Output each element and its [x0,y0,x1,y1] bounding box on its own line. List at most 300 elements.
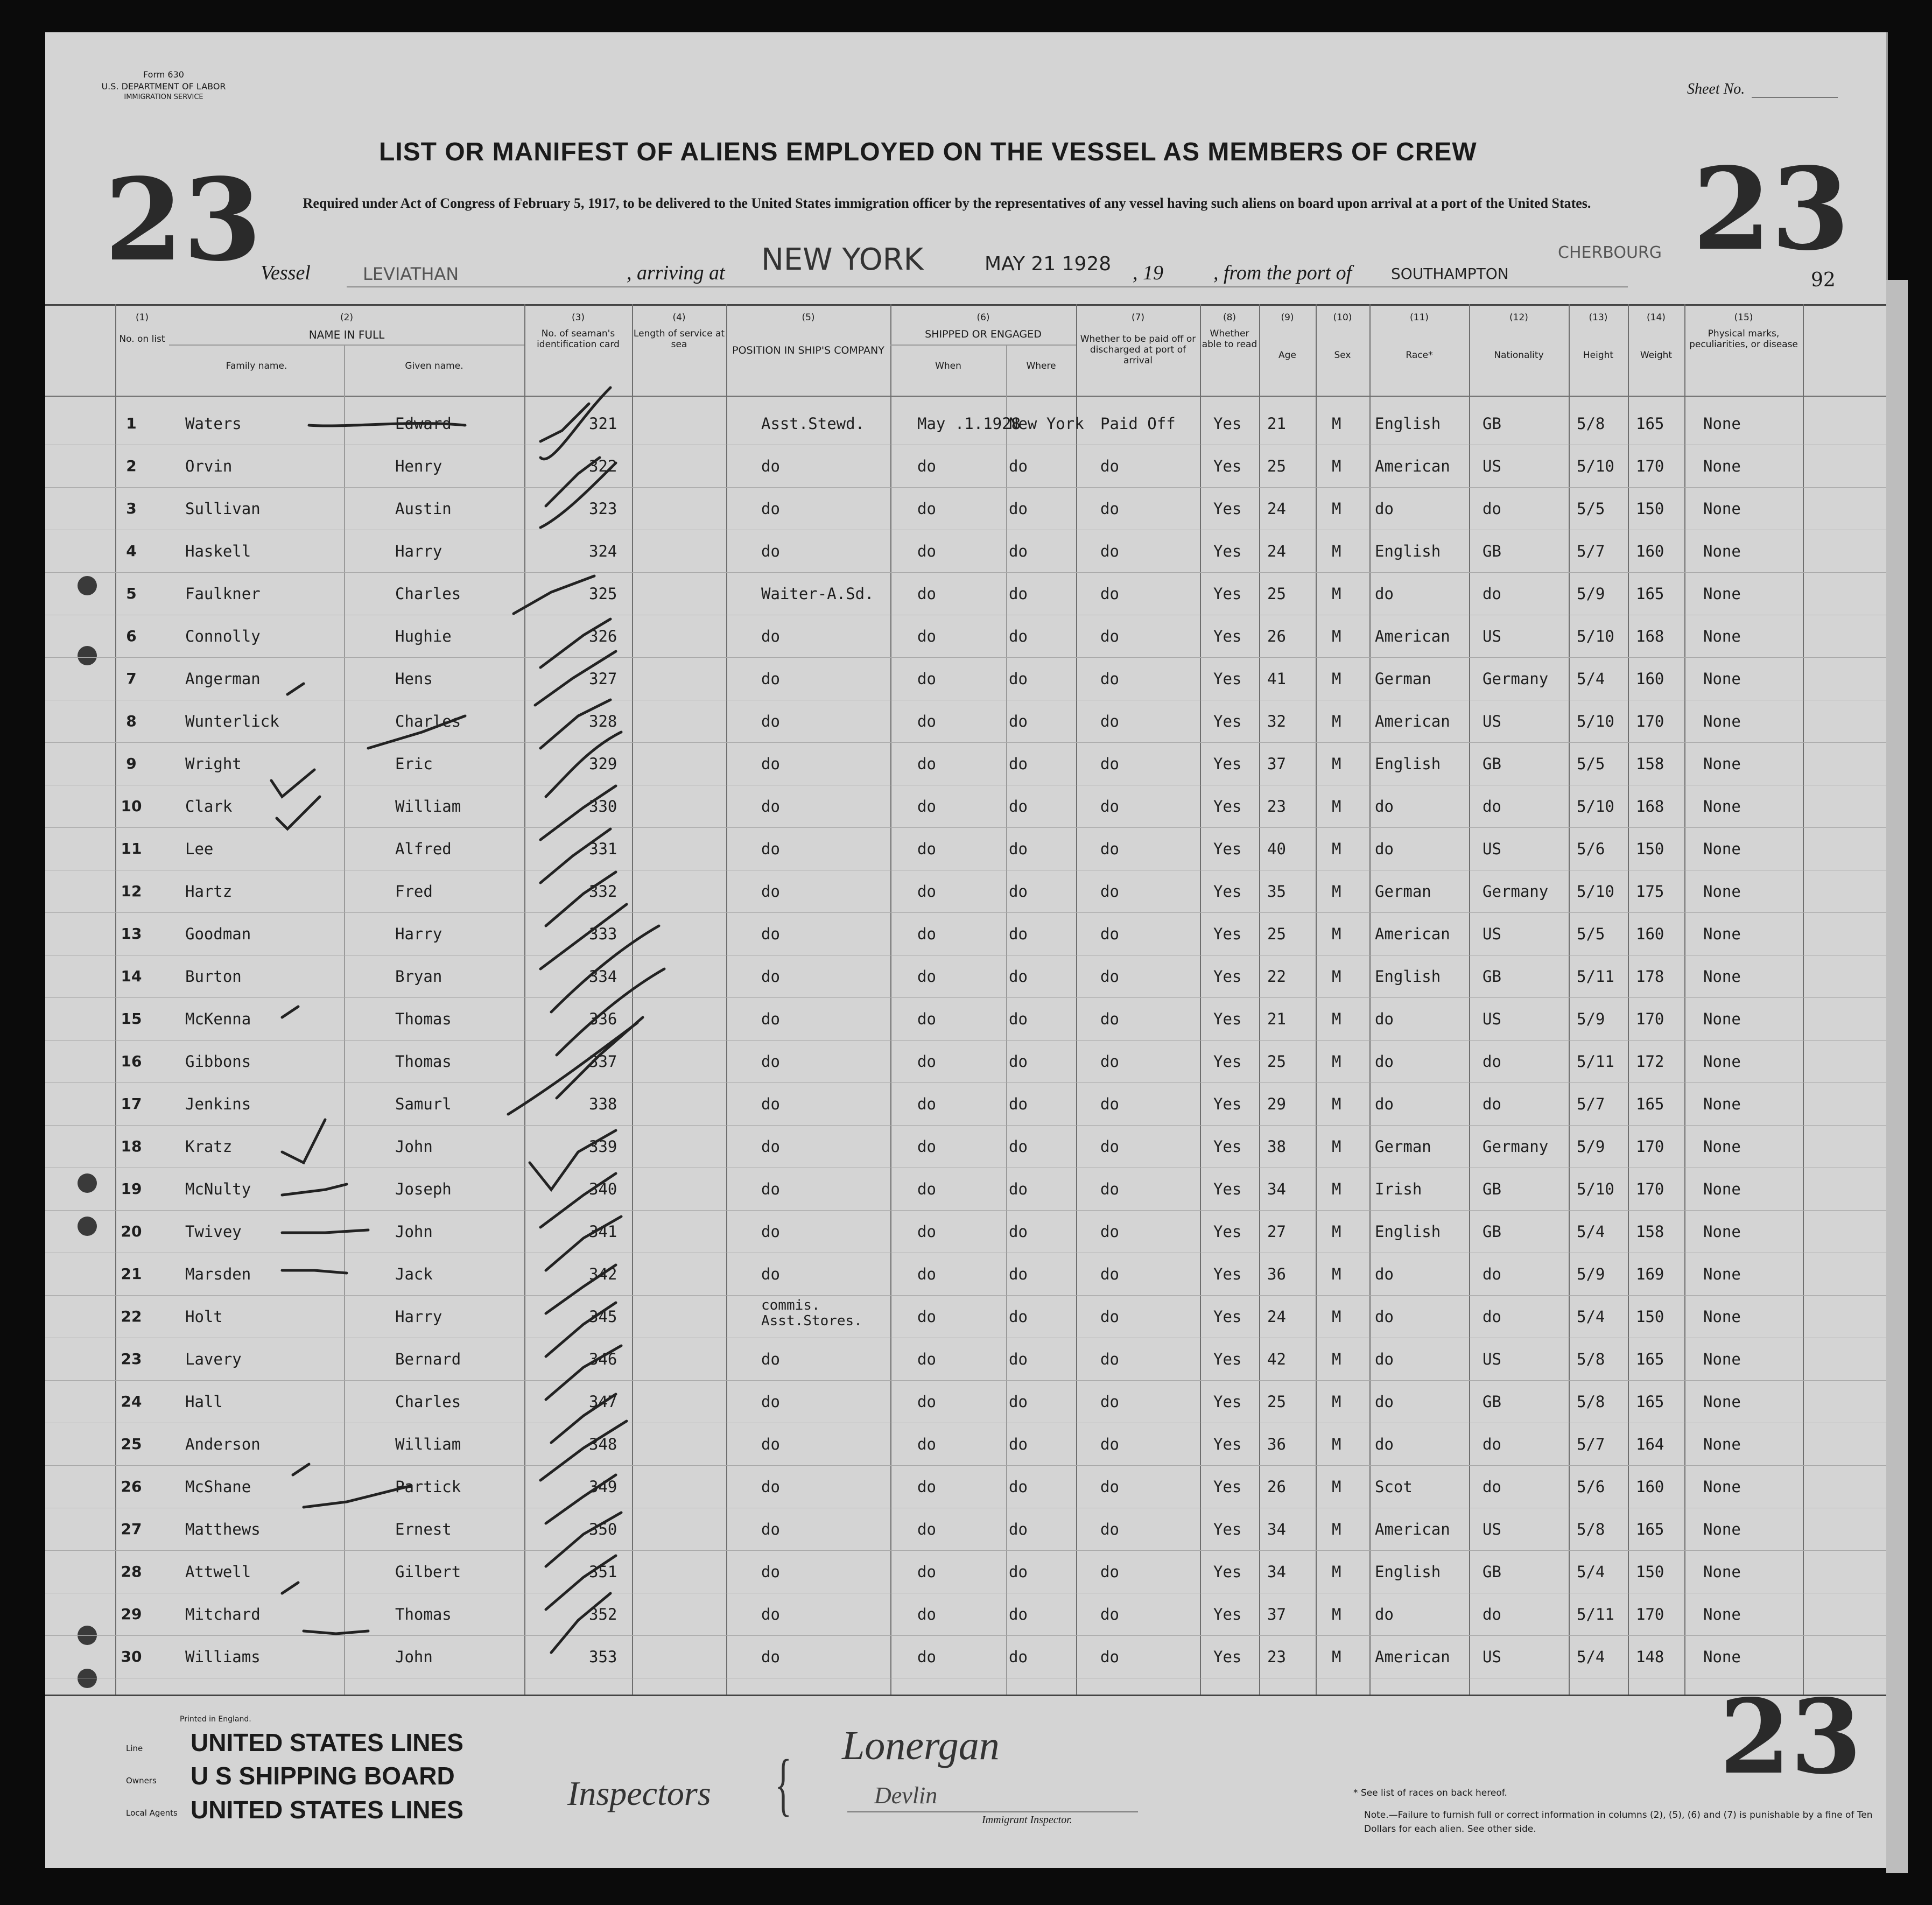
col-header-no: No. on list [119,334,165,345]
cell-position: do [761,755,780,773]
cell-read: Yes [1213,840,1242,858]
cell-no: 9 [126,755,137,772]
cell-when: do [917,542,936,560]
cell-height: 5/4 [1577,1222,1605,1241]
cell-sex: M [1332,925,1341,943]
cell-where: do [1009,967,1028,986]
cell-sex: M [1332,712,1341,730]
cell-age: 36 [1267,1265,1286,1283]
col-header-marks: Physical marks, peculiarities, or disease [1689,328,1798,350]
cell-age: 25 [1267,925,1286,943]
cell-height: 5/8 [1577,1520,1605,1538]
cell-sex: M [1332,840,1341,858]
cell-position: Waiter-A.Sd. [761,585,874,603]
cell-no: 13 [121,925,142,943]
cell-height: 5/10 [1577,882,1614,901]
cell-card: 351 [589,1563,617,1581]
cell-when: do [917,1222,936,1241]
cell-sex: M [1332,1137,1341,1156]
cell-paid: do [1100,1393,1119,1411]
cell-weight: 160 [1636,670,1664,688]
cell-given: Charles [395,585,461,603]
cell-nat: do [1483,1478,1501,1496]
cell-family: Orvin [185,457,233,475]
cell-no: 20 [121,1222,142,1240]
cell-no: 8 [126,712,137,730]
cell-weight: 158 [1636,1222,1664,1241]
local-agents-label: Local Agents [126,1808,178,1818]
cell-nat: US [1483,712,1501,730]
cell-nat: do [1483,1265,1501,1283]
cell-height: 5/9 [1577,585,1605,603]
col-header-marks-num: (15) [1734,312,1753,323]
cell-race: do [1375,500,1394,518]
cell-marks: None [1703,585,1741,603]
cell-nat: US [1483,925,1501,943]
cell-nat: US [1483,1520,1501,1538]
cell-given: Hughie [395,627,452,645]
cell-paid: do [1100,1010,1119,1028]
cell-height: 5/5 [1577,500,1605,518]
cell-position: do [761,1350,780,1368]
service-label: IMMIGRATION SERVICE [124,93,203,101]
cell-nat: GB [1483,967,1501,986]
cell-weight: 158 [1636,755,1664,773]
cell-race: do [1375,1605,1394,1623]
cell-card: 339 [589,1137,617,1156]
cell-height: 5/5 [1577,755,1605,773]
cell-when: do [917,1137,936,1156]
cell-family: Sullivan [185,500,261,518]
cell-no: 14 [121,967,142,985]
cell-paid: do [1100,1308,1119,1326]
inspector-signature-1: Lonergan [842,1723,1000,1768]
cell-no: 12 [121,882,142,900]
cell-age: 24 [1267,542,1286,560]
cell-paid: do [1100,840,1119,858]
cell-position: do [761,1180,780,1198]
cell-nat: GB [1483,542,1501,560]
races-note: * See list of races on back hereof. [1353,1788,1507,1798]
cell-weight: 150 [1636,840,1664,858]
cell-card: 329 [589,755,617,773]
cell-height: 5/4 [1577,1308,1605,1326]
cell-weight: 170 [1636,1180,1664,1198]
col-header-age: Age [1278,350,1296,361]
cell-age: 23 [1267,797,1286,816]
cell-sex: M [1332,1095,1341,1113]
cell-marks: None [1703,1095,1741,1113]
cell-read: Yes [1213,1222,1242,1241]
cell-race: do [1375,1052,1394,1071]
col-header-name-num: (2) [340,312,354,323]
cell-height: 5/9 [1577,1137,1605,1156]
cell-given: John [395,1137,433,1156]
col-header-service-num: (4) [672,312,686,323]
cell-marks: None [1703,500,1741,518]
cell-no: 28 [121,1563,142,1580]
cell-marks: None [1703,1010,1741,1028]
cell-nat: US [1483,457,1501,475]
cell-age: 34 [1267,1563,1286,1581]
cell-paid: do [1100,627,1119,645]
cell-nat: Germany [1483,1137,1549,1156]
cell-nat: do [1483,1095,1501,1113]
cell-when: do [917,1393,936,1411]
cell-family: Anderson [185,1435,261,1453]
stamp-number-left: 23 [104,153,262,286]
cell-card: 337 [589,1052,617,1071]
cell-family: Connolly [185,627,261,645]
cell-family: McKenna [185,1010,251,1028]
cell-marks: None [1703,457,1741,475]
cell-when: do [917,712,936,730]
cell-race: German [1375,882,1431,901]
cell-weight: 170 [1636,1137,1664,1156]
cell-when: do [917,585,936,603]
cell-no: 6 [126,627,137,645]
cell-family: Williams [185,1648,261,1666]
col-header-when: When [935,361,961,371]
cell-card: 336 [589,1010,617,1028]
cell-height: 5/7 [1577,542,1605,560]
cell-paid: do [1100,1052,1119,1071]
cell-given: Thomas [395,1052,452,1071]
col-header-sex-num: (10) [1333,312,1352,323]
cell-no: 10 [121,797,142,815]
cell-sex: M [1332,457,1341,475]
cell-read: Yes [1213,967,1242,986]
cell-paid: do [1100,797,1119,816]
cell-family: Waters [185,414,242,433]
cell-age: 37 [1267,755,1286,773]
cell-height: 5/4 [1577,1563,1605,1581]
cell-family: Jenkins [185,1095,251,1113]
manifest-subtitle: Required under Act of Congress of February 5, 1917, to be delivered to the United States immigration officer by the representatives of any vessel having such aliens on board upon arrival at a port of the United States. [303,195,1591,211]
col-header-sex: Sex [1334,350,1351,361]
cell-card: 342 [589,1265,617,1283]
cell-no: 5 [126,585,137,602]
cell-nat: GB [1483,1393,1501,1411]
cell-read: Yes [1213,1393,1242,1411]
cell-card: 322 [589,457,617,475]
fine-note: Note.—Failure to furnish full or correct information in columns (2), (5), (6) and (7) is punishable by a fine of Ten Dollars for each alien. See other side. [1364,1810,1873,1834]
cell-card: 348 [589,1435,617,1453]
cell-height: 5/11 [1577,1052,1614,1071]
immigrant-inspector-label: Immigrant Inspector. [982,1814,1072,1826]
cell-family: Burton [185,967,242,986]
cell-where: do [1009,1393,1028,1411]
manifest-title: LIST OR MANIFEST OF ALIENS EMPLOYED ON THE VESSEL AS MEMBERS OF CREW [379,138,1477,166]
cell-given: Thomas [395,1605,452,1623]
local-agents-name: UNITED STATES LINES [191,1796,463,1824]
col-header-card: No. of seaman's identification card [537,328,620,350]
cell-family: Goodman [185,925,251,943]
cell-weight: 170 [1636,457,1664,475]
owners-name: U S SHIPPING BOARD [191,1762,455,1790]
cell-paid: do [1100,1435,1119,1453]
cell-height: 5/10 [1577,1180,1614,1198]
cell-card: 325 [589,585,617,603]
cell-paid: do [1100,1265,1119,1283]
cell-when: do [917,1265,936,1283]
cell-given: William [395,797,461,816]
cell-weight: 150 [1636,500,1664,518]
cell-sex: M [1332,627,1341,645]
vessel-label: Vessel [261,262,311,284]
cell-no: 21 [121,1265,142,1283]
cell-paid: do [1100,500,1119,518]
inspectors-brace: { [775,1746,792,1823]
cell-where: do [1009,925,1028,943]
cell-race: do [1375,840,1394,858]
sheet-number-label: Sheet No. [1687,81,1745,97]
cell-read: Yes [1213,414,1242,433]
cell-marks: None [1703,1265,1741,1283]
cell-nat: do [1483,797,1501,816]
cell-when: do [917,1435,936,1453]
cell-given: Fred [395,882,433,901]
cell-sex: M [1332,1052,1341,1071]
cell-nat: do [1483,500,1501,518]
signature-line [847,1811,1138,1812]
line-name: UNITED STATES LINES [191,1728,463,1756]
col-header-name: NAME IN FULL [308,328,385,341]
cell-when: do [917,840,936,858]
cell-read: Yes [1213,1563,1242,1581]
cell-no: 17 [121,1095,142,1113]
cell-card: 347 [589,1393,617,1411]
cell-family: Hartz [185,882,233,901]
cell-race: Scot [1375,1478,1413,1496]
cell-card: 323 [589,500,617,518]
cell-paid: do [1100,1520,1119,1538]
cell-given: John [395,1222,433,1241]
col-header-read-num: (8) [1223,312,1237,323]
col-header-height: Height [1583,350,1614,361]
cell-height: 5/4 [1577,1648,1605,1666]
cell-when: do [917,1180,936,1198]
cell-sex: M [1332,1308,1341,1326]
cell-card: 332 [589,882,617,901]
cell-race: German [1375,670,1431,688]
cell-family: Attwell [185,1563,251,1581]
cell-when: do [917,1520,936,1538]
cell-marks: None [1703,1393,1741,1411]
cell-family: Lavery [185,1350,242,1368]
cell-no: 15 [121,1010,142,1028]
cell-family: Wunterlick [185,712,279,730]
cell-no: 3 [126,500,137,517]
cell-race: German [1375,1137,1431,1156]
cell-age: 25 [1267,1052,1286,1071]
cell-weight: 172 [1636,1052,1664,1071]
cell-card: 331 [589,840,617,858]
cell-where: do [1009,1520,1028,1538]
cell-no: 2 [126,457,137,475]
cell-paid: do [1100,585,1119,603]
cell-weight: 150 [1636,1563,1664,1581]
col-header-where: Where [1026,361,1056,371]
cell-nat: do [1483,585,1501,603]
cell-height: 5/5 [1577,925,1605,943]
cell-position: do [761,1265,780,1283]
cell-weight: 160 [1636,542,1664,560]
cell-card: 324 [589,542,617,560]
cell-race: do [1375,1308,1394,1326]
cell-when: do [917,1648,936,1666]
cell-card: 353 [589,1648,617,1666]
cell-where: do [1009,585,1028,603]
cell-paid: do [1100,1180,1119,1198]
cell-read: Yes [1213,755,1242,773]
cell-where: do [1009,882,1028,901]
cell-when: do [917,1563,936,1581]
cell-age: 21 [1267,414,1286,433]
cell-family: Gibbons [185,1052,251,1071]
cell-weight: 178 [1636,967,1664,986]
cell-family: Mitchard [185,1605,261,1623]
cell-when: do [917,1605,936,1623]
cell-family: Clark [185,797,233,816]
col-header-position-num: (5) [802,312,815,323]
cell-given: Hens [395,670,433,688]
cell-nat: do [1483,1052,1501,1071]
cell-where: do [1009,1435,1028,1453]
cell-age: 25 [1267,1393,1286,1411]
cell-age: 40 [1267,840,1286,858]
cell-age: 36 [1267,1435,1286,1453]
cell-sex: M [1332,1393,1341,1411]
cell-height: 5/10 [1577,627,1614,645]
cell-read: Yes [1213,457,1242,475]
cell-age: 24 [1267,1308,1286,1326]
cell-family: Haskell [185,542,251,560]
cell-no: 22 [121,1308,142,1325]
cell-nat: GB [1483,1563,1501,1581]
col-header-family: Family name. [226,361,287,371]
cell-marks: None [1703,967,1741,986]
cell-height: 5/9 [1577,1010,1605,1028]
cell-position: commis. Asst.Stores. [761,1297,862,1329]
col-header-read: Whether able to read [1202,328,1257,350]
cell-sex: M [1332,414,1341,433]
cell-paid: do [1100,542,1119,560]
cell-card: 341 [589,1222,617,1241]
cell-no: 26 [121,1478,142,1495]
col-header-given: Given name. [405,361,463,371]
arriving-port: NEW YORK [761,242,924,277]
cell-where: do [1009,500,1028,518]
cell-read: Yes [1213,585,1242,603]
cell-where: do [1009,1478,1028,1496]
cell-height: 5/8 [1577,1350,1605,1368]
cell-when: do [917,1052,936,1071]
cell-when: do [917,670,936,688]
cell-weight: 168 [1636,627,1664,645]
cell-race: English [1375,1563,1441,1581]
cell-position: do [761,1393,780,1411]
cell-card: 346 [589,1350,617,1368]
cell-no: 11 [121,840,142,857]
cell-position: do [761,1648,780,1666]
col-header-race-num: (11) [1410,312,1429,323]
col-header-paid: Whether to be paid off or discharged at port of arrival [1080,334,1196,366]
page-number: 92 [1811,269,1836,291]
cell-marks: None [1703,712,1741,730]
cell-sex: M [1332,585,1341,603]
cell-marks: None [1703,925,1741,943]
cell-read: Yes [1213,1350,1242,1368]
cell-given: William [395,1435,461,1453]
cell-age: 22 [1267,967,1286,986]
cell-race: American [1375,1648,1450,1666]
cell-when: do [917,1308,936,1326]
cell-no: 24 [121,1393,142,1410]
cell-age: 32 [1267,712,1286,730]
cell-position: do [761,1222,780,1241]
cell-height: 5/6 [1577,1478,1605,1496]
cell-card: 345 [589,1308,617,1326]
cell-marks: None [1703,1648,1741,1666]
cell-card: 330 [589,797,617,816]
cell-race: do [1375,1393,1394,1411]
cell-sex: M [1332,500,1341,518]
cell-when: do [917,457,936,475]
line-label: Line [126,1744,143,1753]
cell-marks: None [1703,1137,1741,1156]
cell-given: Partick [395,1478,461,1496]
cell-family: Lee [185,840,214,858]
cell-no: 25 [121,1435,142,1453]
cell-height: 5/8 [1577,1393,1605,1411]
cell-marks: None [1703,1520,1741,1538]
cell-position: do [761,797,780,816]
cell-height: 5/10 [1577,797,1614,816]
cell-where: do [1009,1563,1028,1581]
cell-height: 5/7 [1577,1095,1605,1113]
cell-where: do [1009,627,1028,645]
cell-height: 5/7 [1577,1435,1605,1453]
inspector-signature-2: Devlin [874,1782,938,1809]
cell-height: 5/11 [1577,967,1614,986]
cell-paid: do [1100,1563,1119,1581]
cell-sex: M [1332,797,1341,816]
cell-marks: None [1703,840,1741,858]
cell-marks: None [1703,542,1741,560]
cell-given: Bernard [395,1350,461,1368]
cell-read: Yes [1213,882,1242,901]
cell-nat: Germany [1483,882,1549,901]
col-header-age-num: (9) [1281,312,1294,323]
cell-weight: 160 [1636,925,1664,943]
cell-family: Kratz [185,1137,233,1156]
cell-when: do [917,882,936,901]
cell-sex: M [1332,1435,1341,1453]
cell-position: do [761,1052,780,1071]
cell-read: Yes [1213,1435,1242,1453]
cell-sex: M [1332,1010,1341,1028]
cell-sex: M [1332,1605,1341,1623]
cell-weight: 165 [1636,585,1664,603]
cell-where: New York [1009,414,1084,433]
cell-position: do [761,712,780,730]
cell-family: Twivey [185,1222,242,1241]
cell-no: 30 [121,1648,142,1665]
cell-read: Yes [1213,1137,1242,1156]
col-header-no-num: (1) [135,312,149,323]
cell-position: do [761,1605,780,1623]
